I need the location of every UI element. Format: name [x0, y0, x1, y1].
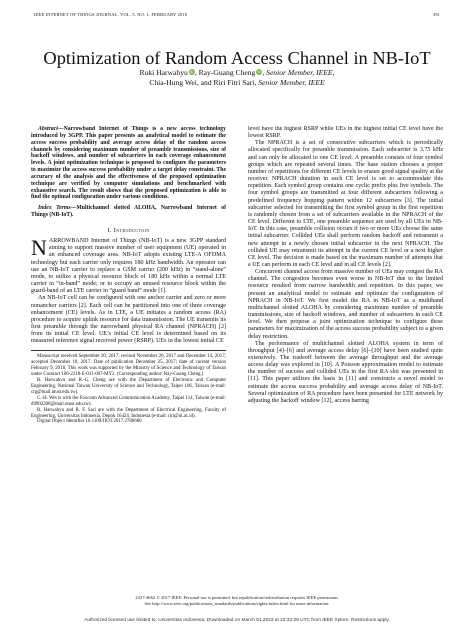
copyright-line-2[interactable]: See http://www.ieee.org/publications_standards/publications/rights/index.html for more information.: [144, 600, 330, 606]
body-paragraph-1: level have the highest RSRP while UEs in the highest initial CE level have the lowest RSRP.: [248, 126, 443, 140]
journal-name: IEEE INTERNET OF THINGS JOURNAL, VOL. 5, NO. 1, FEBRUARY 2018: [34, 12, 188, 17]
abstract-lead: Abstract—: [38, 126, 64, 132]
footnote-manuscript: Manuscript received September 20, 2017; revised November 26, 2017 and December 14, 2017; accepted December 18, 2017. Date of publication December 25, 2017; date of current version February 9, 2018. This work was supported by the Ministry of Science and Technology of Taiwan under Contract 106-2218-E-011-007-MY2. (Corresponding author: Ray-Guang Cheng.): [31, 354, 226, 378]
running-header: [34, 12, 440, 17]
drop-cap: N: [31, 235, 47, 261]
intro-paragraph-2: An NB-IoT cell can be configured with one anchor carrier and zero or more nonanchor carriers [2]. Each cell can be partitioned into one of three coverage enhancement (CE) levels. As in LTE, a UE initiates a random access (RA) procedure to acquire uplink resource for data transmission. The UE transmits its first preamble through the narrowband physical RA channel (NPRACH) [2] from its initial CE level. UE’s initial CE level is determined based on its measured reference signal received power (RSRP). UEs in the lowest initial CE: [31, 295, 226, 345]
abstract: [31, 126, 226, 201]
body-paragraph-2: The NPRACH is a set of consecutive subcarriers which is periodically allocated specifically for preamble transmission. Each subcarrier is 3.75 kHz and can only be allocated to one CE level. A preamble consists of four symbol groups which are repeated several times. The base station chooses a proper number of repetitions for different CE levels to ensure good signal quality at the receiver. NPRACH duration in each CE level is set to accommodate this repetition. Each symbol group contains one cyclic prefix plus five symbols. The four symbol groups are transmitted at four different subcarriers following a predefined frequency hopping pattern within 12 subcarriers [3]. The initial subcarrier selected for transmitting the first symbol group in the first repetition is randomly chosen from a set of subcarriers available in the NPRACH of the CE level. Different to LTE, one preamble sequence are used by all UEs in NB-IoT. In this case, preamble collision occurs if two or more UEs choose the same initial subcarrier. Collided UEs shall perform random backoff and retransmit a new attempt in a newly chosen initial subcarrier in the next NPRACH. The collided UE may retransmit its attempt in the current CE level or a next higher CE level. The decision is made based on the maximum number of attempts that a UE can perform in each CE level and in all CE levels [2].: [248, 140, 443, 268]
left-column: [31, 126, 226, 588]
author-line-2: Chia-Hung Wei, and Riri Fitri Sari, Senior Member, IEEE: [149, 78, 325, 88]
footnote-affiliation-2: C.-H. Wei is with the Foxconn Advanced Communication Academy, Taipei 114, Taiwan (e-mail: d9902208@mail.ntust.edu.tw).: [31, 395, 226, 407]
copyright-notice: [20, 595, 454, 607]
abstract-text: Narrowband Internet of Things is a new access technology introduced by 3GPP. This paper presents an analytical model to estimate the access success probability and average access delay of the random access channels by considering maximum number of preamble transmissions, size of backoff windows, and number of subcarriers in each coverage enhancement levels. A joint optimization technique is proposed to configure the parameters to maximize the access success probability under a target delay constraint. The accuracy of the analysis and the effectiveness of the proposed optimization technique are verified by computer simulations and benchmarked with exhaustive search. The result shows that the proposed optimization is able to find the optimal configuration under various conditions.: [31, 126, 226, 201]
orcid-icon[interactable]: iD: [257, 69, 262, 74]
page-number: 391: [432, 12, 440, 17]
index-terms: [31, 205, 226, 219]
footnote-doi[interactable]: Digital Object Identifier 10.1109/JIOT.2017.2786680: [37, 419, 142, 425]
footnote-affiliation-1: R. Harwahyu and R.-G. Cheng are with the Department of Electronic and Computer Engineering, National Taiwan University of Science and Technology, Taipei 106, Taiwan (e-mail: crg@mail.ntust.edu.tw).: [31, 378, 226, 395]
license-notice: Authorized licensed use limited to: Universitas Indonesia. Downloaded on March 01,2023 at 23:32:29 UTC from IEEE Xplore. Restrictions apply.: [84, 618, 390, 623]
intro-paragraph-1: NARROWBAND Internet of Things (NB-IoT) is a new 3GPP standard aiming to support massive number of user equipment (UE) operated in an enhanced coverage area. NB-IoT adopts existing LTE-A OFDMA technology but each carrier only requires 180 kHz bandwidth. An operator can use an NB-IoT carrier to replace a GSM carrier (200 kHz) in “stand-alone” mode, to utilize a physical resource block of 180 kHz within a normal LTE carrier in “in-band” mode; or to occupy an unused resource block within the guard-band of an LTE carrier in “guard band” mode [1].: [31, 235, 226, 295]
right-column: [248, 126, 443, 578]
footnotes: [31, 350, 226, 425]
footnote-affiliation-3: R. Harwahyu and R. F. Sari are with the Department of Electrical Engineering, Faculty of Engineering, Universitas Indonesia, Depok 16424, Indonesia (e-mail: riri@ui.ac.id).: [31, 407, 226, 419]
index-terms-text: Multichannel slotted ALOHA, Narrowband Internet of Things (NB-IoT).: [31, 205, 226, 219]
section-heading-introduction: I. Introduction: [107, 226, 150, 234]
author-line-1: Ruki Harwahyu iD, Ray-Guang Cheng iD, Senior Member, IEEE,: [139, 68, 335, 77]
orcid-icon[interactable]: iD: [189, 69, 194, 74]
index-terms-lead: Index Terms—: [38, 205, 77, 212]
body-paragraph-4: The performance of multichannel slotted ALOHA system in term of throughput [4]–[6] and average access delay [6]–[10] have been studied quite extensively. The tradeoff between the average throughput and the average access delay was explored in [10]. A Poisson approximation model to estimate the number of success and collided UEs in the first RA slot was presented in [11]. This paper utilizes the basis in [11] and constructs a novel model to estimate the access success probability and average access delay of NB-IoT. Several optimization of RA procedure have been presented for LTE network by adjusting the backoff window [12], access barring: [248, 340, 443, 404]
author-block: [30, 68, 444, 88]
paper-title: Optimization of Random Access Channel in NB-IoT: [43, 48, 431, 69]
copyright-line-1: 2327-4662 © 2017 IEEE. Personal use is permitted, but republication/redistribution requires IEEE permission.: [135, 595, 339, 600]
body-paragraph-3: Concurrent channel access from massive number of UEs may congest the RA channel. The congestion becomes even worse in NB-IoT due to the limited resource resulted from narrow bandwidth and repetition. In this paper, we present an analytical model to estimate and optimize the configuration of NPRACH in NB-IoT. We first model the RA in NB-IoT as a multiband multichannel slotted ALOHA by considering maximum number of preamble transmissions, size of backoff windows, and number of subcarriers in each CE level. We then propose a joint optimization technique to configure these parameters for maximization of the access success probability subject to a given delay restriction.: [248, 269, 443, 340]
